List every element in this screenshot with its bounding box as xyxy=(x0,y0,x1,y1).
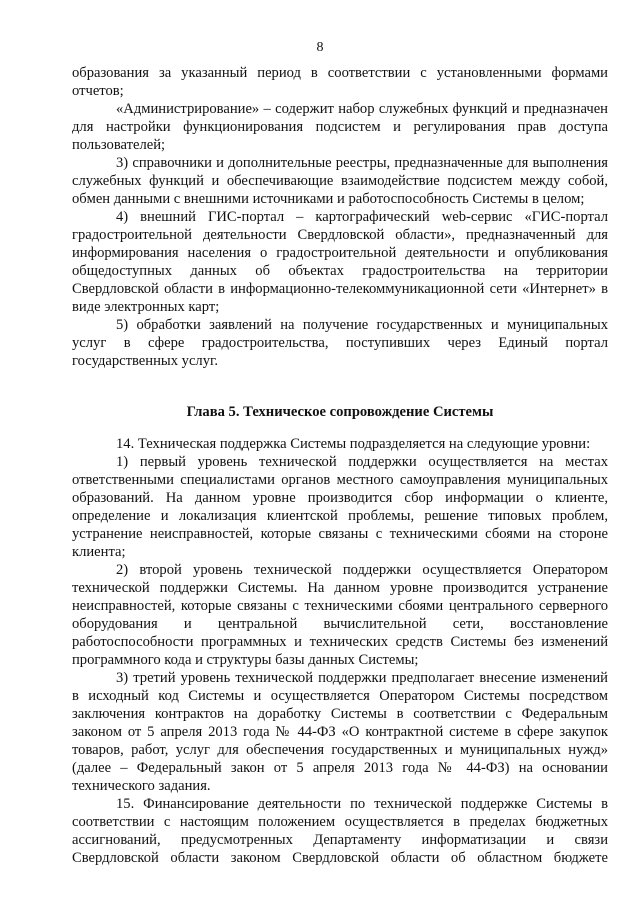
paragraph-15: 15. Финансирование деятельности по технической поддержке Системы в соответствии с настоящим положением осуществляется в пределах бюджетных ассигнований, предусмотренных Департаменту информатизации и связи Свердловской области законом Свердловской области об областном бюджете xyxy=(72,796,608,866)
paragraph-item-3: 3) справочники и дополнительные реестры, предназначенные для выполнения служебных функций и обеспечивающие взаимодействие подсистем между собой, обмен данными с внешними источниками и работоспособность Системы в целом; xyxy=(72,155,608,207)
paragraph-level-2: 2) второй уровень технической поддержки осуществляется Оператором технической поддержки Системы. На данном уровне производится устранение неисправностей, которые связаны с техническими сбоями центрального серверного оборудования и центральной вычислительной сети, восстановление работоспособности программных и технических средств Системы без изменений программного кода и структуры базы данных Системы; xyxy=(72,562,608,668)
paragraph-continuation: образования за указанный период в соответствии с установленными формами отчетов; xyxy=(72,65,608,99)
paragraph-14: 14. Техническая поддержка Системы подразделяется на следующие уровни: xyxy=(116,436,591,452)
paragraph-administration: «Администрирование» – содержит набор служебных функций и предназначен для настройки функционирования подсистем и регулирования прав доступа пользователей; xyxy=(72,101,608,153)
paragraph-level-1: 1) первый уровень технической поддержки осуществляется на местах ответственными специалистами органов местного самоуправления муниципальных образований. На данном уровне производится сбор информации о клиенте, определение и локализация клиентской проблемы, решение типовых проблем, устранение неисправностей, которые связаны с техническими сбоями на стороне клиента; xyxy=(72,454,608,560)
chapter-title: Глава 5. Техническое сопровождение Системы xyxy=(186,404,494,420)
paragraph-level-3: 3) третий уровень технической поддержки предполагает внесение изменений в исходный код Системы и осуществляется Оператором Системы посредством заключения контрактов на доработку Системы в соответствии с Федеральным законом от 5 апреля 2013 года № 44-ФЗ «О контрактной системе в сфере закупок товаров, работ, услуг для обеспечения государственных и муниципальных нужд» (далее – Федеральный закон от 5 апреля 2013 года № 44-ФЗ) на основании технического задания. xyxy=(72,670,608,794)
page-number: 8 xyxy=(316,40,324,55)
paragraph-item-4: 4) внешний ГИС-портал – картографический web-сервис «ГИС-портал градостроительной деятельности Свердловской области», предназначенный для информирования населения о градостроительной деятельности и опубликования общедоступных данных об объектах градостроительства на территории Свердловской области в информационно-телекоммуникационной сети «Интернет» в виде электронных карт; xyxy=(72,209,608,315)
document-body xyxy=(72,64,608,867)
paragraph-item-5: 5) обработки заявлений на получение государственных и муниципальных услуг в сфере градостроительства, поступивших через Единый портал государственных услуг. xyxy=(72,317,608,369)
